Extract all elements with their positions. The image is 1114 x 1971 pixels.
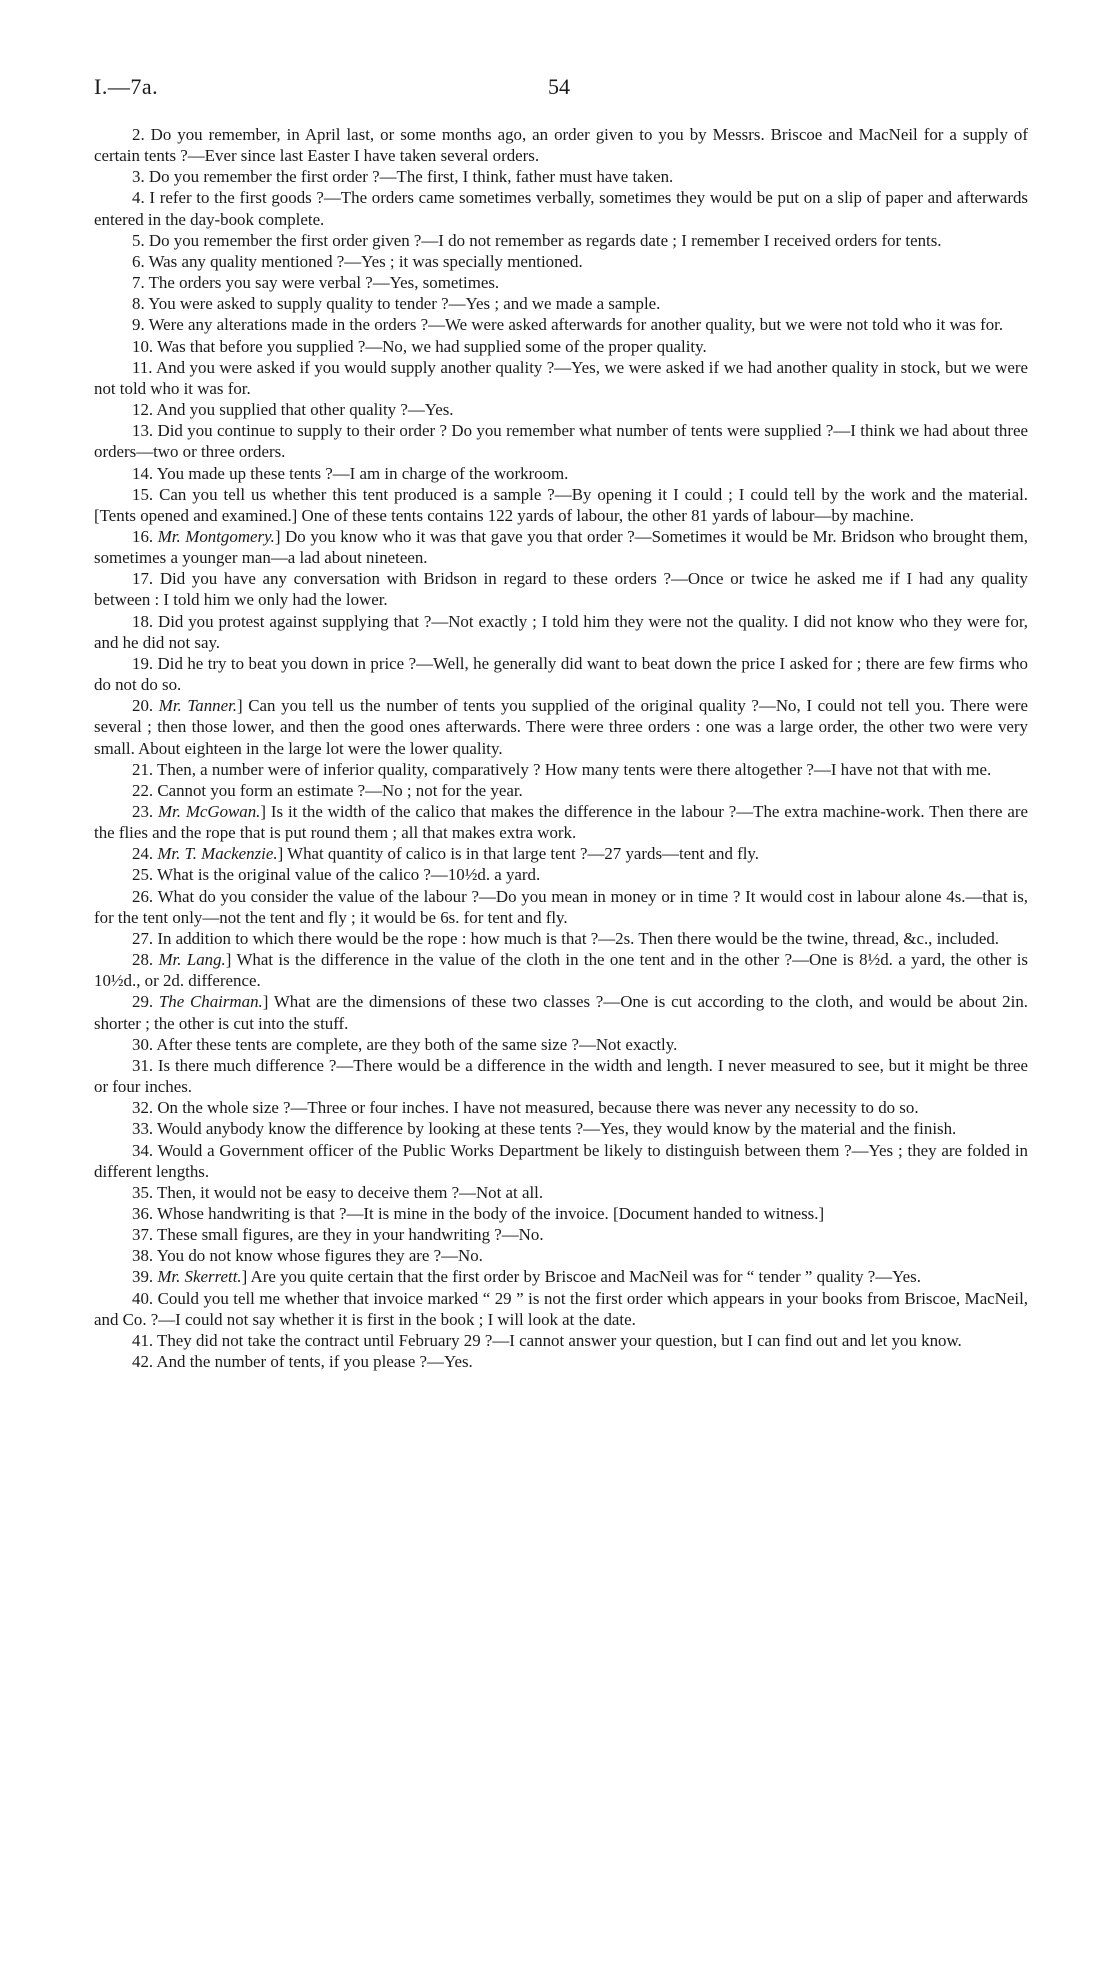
page-header: [94, 74, 1024, 108]
question-answer-paragraph: 41. They did not take the contract until February 29 ?—I cannot answer your question, but I can find out and let you know.: [132, 1330, 962, 1350]
question-answer-paragraph: 24. Mr. T. Mackenzie.] What quantity of calico is in that large tent ?—27 yards—tent and fly.: [132, 844, 760, 864]
question-answer-paragraph: 17. Did you have any conversation with Bridson in regard to these orders ?—Once or twice he asked me if I had any quality between : I told him we only had the lower.: [94, 569, 1028, 610]
question-answer-paragraph: 13. Did you continue to supply to their order ? Do you remember what number of tents were supplied ?—I think we had about three orders—two or three orders.: [94, 421, 1028, 462]
document-body: [94, 124, 1028, 1372]
question-answer-paragraph: 29. The Chairman.] What are the dimensions of these two classes ?—One is cut according to the cloth, and would be about 2in. shorter ; the other is cut into the stuff.: [94, 992, 1028, 1033]
question-answer-paragraph: 14. You made up these tents ?—I am in charge of the workroom.: [132, 463, 569, 483]
question-answer-paragraph: 3. Do you remember the first order ?—The first, I think, father must have taken.: [132, 167, 674, 187]
question-answer-paragraph: 15. Can you tell us whether this tent produced is a sample ?—By opening it I could ; I could tell by the work and the material. [Tents opened and examined.] One of these tents contains 122 yards of labour, the other 81 yards of labour—by machine.: [94, 484, 1028, 525]
question-answer-paragraph: 5. Do you remember the first order given ?—I do not remember as regards date ; I remember I received orders for tents.: [132, 230, 942, 250]
question-answer-paragraph: 26. What do you consider the value of the labour ?—Do you mean in money or in time ? It would cost in labour alone 4s.—that is, for the tent only—not the tent and fly ; it would be 6s. for tent and fly.: [94, 886, 1028, 927]
question-answer-paragraph: 40. Could you tell me whether that invoice marked “ 29 ” is not the first order which appears in your books from Briscoe, MacNeil, and Co. ?—I could not say whether it is first in the book ; I will look at the date.: [94, 1288, 1028, 1329]
question-answer-paragraph: 8. You were asked to supply quality to tender ?—Yes ; and we made a sample.: [132, 294, 661, 314]
question-answer-paragraph: 28. Mr. Lang.] What is the difference in the value of the cloth in the one tent and in the other ?—One is 8½d. a yard, the other is 10½d., or 2d. difference.: [94, 950, 1028, 991]
document-reference: I.—7a.: [94, 74, 159, 99]
question-answer-paragraph: 33. Would anybody know the difference by looking at these tents ?—Yes, they would know by the material and the finish.: [132, 1119, 957, 1139]
question-answer-paragraph: 19. Did he try to beat you down in price ?—Well, he generally did want to beat down the price I asked for ; there are few firms who do not do so.: [94, 653, 1028, 695]
question-answer-paragraph: 7. The orders you say were verbal ?—Yes, sometimes.: [132, 273, 500, 293]
question-answer-paragraph: 37. These small figures, are they in your handwriting ?—No.: [132, 1225, 544, 1245]
question-answer-paragraph: 11. And you were asked if you would supply another quality ?—Yes, we were asked if we had another quality in stock, but we were not told who it was for.: [94, 357, 1028, 398]
question-answer-paragraph: 31. Is there much difference ?—There would be a difference in the width and length. I never measured to see, but it might be three or four inches.: [94, 1055, 1028, 1097]
question-answer-paragraph: 2. Do you remember, in April last, or some months ago, an order given to you by Messrs. Briscoe and MacNeil for a supply of certain tents ?—Ever since last Easter I have taken several orders.: [94, 125, 1028, 166]
question-answer-paragraph: 35. Then, it would not be easy to deceive them ?—Not at all.: [132, 1182, 544, 1202]
question-answer-paragraph: 12. And you supplied that other quality ?—Yes.: [132, 400, 454, 420]
page-number: 54: [548, 74, 570, 99]
question-answer-paragraph: 39. Mr. Skerrett.] Are you quite certain that the first order by Briscoe and MacNeil was for “ tender ” quality ?—Yes.: [132, 1267, 921, 1287]
question-answer-paragraph: 20. Mr. Tanner.] Can you tell us the number of tents you supplied of the original quality ?—No, I could not tell you. There were several ; then those lower, and then the good ones afterwards. There were three orders : one was a large order, the other two were very small. About eighteen in the large lot were the lower quality.: [94, 696, 1028, 758]
question-answer-paragraph: 25. What is the original value of the calico ?—10½d. a yard.: [132, 865, 541, 885]
question-answer-paragraph: 27. In addition to which there would be the rope : how much is that ?—2s. Then there would be the twine, thread, &c., included.: [132, 928, 999, 948]
question-answer-paragraph: 16. Mr. Montgomery.] Do you know who it was that gave you that order ?—Sometimes it would be Mr. Bridson who brought them, sometimes a younger man—a lad about nineteen.: [94, 526, 1028, 568]
question-answer-paragraph: 9. Were any alterations made in the orders ?—We were asked afterwards for another quality, but we were not told who it was for.: [132, 315, 1004, 335]
question-answer-paragraph: 30. After these tents are complete, are they both of the same size ?—Not exactly.: [132, 1034, 678, 1054]
question-answer-paragraph: 18. Did you protest against supplying that ?—Not exactly ; I told him they were not the quality. I did not know who they were for, and he did not say.: [94, 611, 1028, 652]
question-answer-paragraph: 22. Cannot you form an estimate ?—No ; not for the year.: [132, 780, 523, 800]
question-answer-paragraph: 32. On the whole size ?—Three or four inches. I have not measured, because there was never any necessity to do so.: [132, 1098, 919, 1118]
question-answer-paragraph: 6. Was any quality mentioned ?—Yes ; it was specially mentioned.: [132, 251, 583, 271]
question-answer-paragraph: 42. And the number of tents, if you please ?—Yes.: [132, 1352, 473, 1372]
question-answer-paragraph: 38. You do not know whose figures they are ?—No.: [132, 1246, 483, 1266]
question-answer-paragraph: 23. Mr. McGowan.] Is it the width of the calico that makes the difference in the labour ?—The extra machine-work. Then there are the flies and the rope that is put round them ; all that makes extra work.: [94, 802, 1028, 843]
question-answer-paragraph: 10. Was that before you supplied ?—No, we had supplied some of the proper quality.: [132, 336, 707, 356]
question-answer-paragraph: 34. Would a Government officer of the Public Works Department be likely to distinguish between them ?—Yes ; they are folded in different lengths.: [94, 1140, 1028, 1181]
question-answer-paragraph: 36. Whose handwriting is that ?—It is mine in the body of the invoice. [Document handed to witness.]: [132, 1203, 825, 1223]
question-answer-paragraph: 4. I refer to the first goods ?—The orders came sometimes verbally, sometimes they would be put on a slip of paper and afterwards entered in the day-book complete.: [94, 188, 1028, 229]
question-answer-paragraph: 21. Then, a number were of inferior quality, comparatively ? How many tents were there altogether ?—I have not that with me.: [132, 759, 992, 779]
